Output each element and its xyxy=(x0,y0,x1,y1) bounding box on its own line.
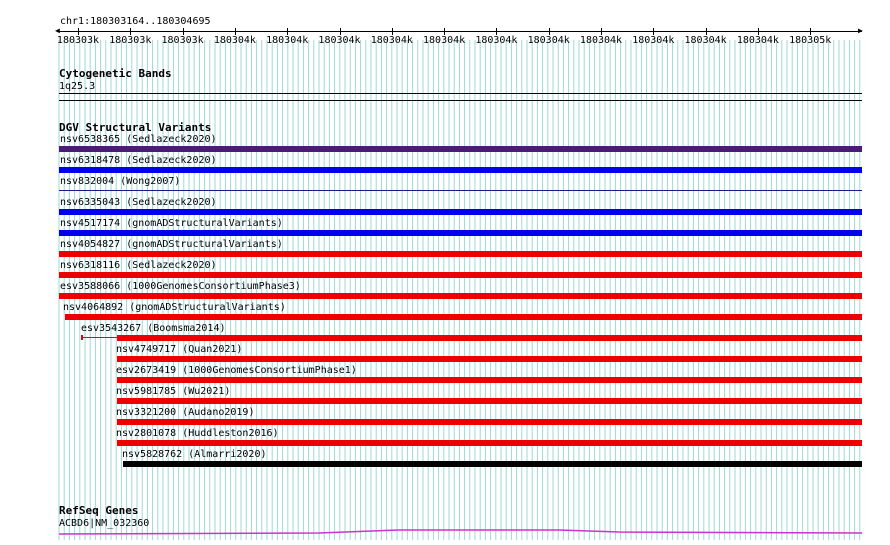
variant-bar[interactable] xyxy=(117,335,862,341)
ruler-tick-label: 180304k xyxy=(213,35,256,46)
variant-bar[interactable] xyxy=(123,461,862,467)
ruler-tick xyxy=(340,28,341,35)
variant-bar[interactable] xyxy=(59,146,862,152)
variant-label[interactable]: nsv6335043 (Sedlazeck2020) xyxy=(60,197,217,208)
ruler-tick-label: 180304k xyxy=(684,35,727,46)
variant-label[interactable]: nsv4064892 (gnomADStructuralVariants) xyxy=(63,302,286,313)
ruler-tick xyxy=(601,28,602,35)
ruler-tick-label: 180304k xyxy=(423,35,466,46)
ruler-tick xyxy=(496,28,497,35)
variant-bar[interactable] xyxy=(117,440,862,446)
ruler-tick-label: 180304k xyxy=(527,35,570,46)
ruler-line xyxy=(59,31,862,32)
variant-label[interactable]: nsv4517174 (gnomADStructuralVariants) xyxy=(60,218,283,229)
cytoband-track-title[interactable]: Cytogenetic Bands xyxy=(59,67,172,80)
cytoband-bar-bottom xyxy=(59,100,862,101)
ruler-tick-label: 180304k xyxy=(632,35,675,46)
ruler-tick xyxy=(758,28,759,35)
variant-block[interactable] xyxy=(81,335,83,340)
ruler-tick-label: 180304k xyxy=(266,35,309,46)
variant-label[interactable]: esv3588066 (1000GenomesConsortiumPhase3) xyxy=(60,281,301,292)
cytoband-label[interactable]: 1q25.3 xyxy=(59,81,96,92)
ruler-tick-label: 180304k xyxy=(370,35,413,46)
variant-label[interactable]: nsv4749717 (Quan2021) xyxy=(116,344,243,355)
variant-bar[interactable] xyxy=(59,167,862,173)
variant-bar[interactable] xyxy=(117,419,862,425)
refseq-gene-feature[interactable] xyxy=(59,527,862,537)
variant-label[interactable]: nsv6318116 (Sedlazeck2020) xyxy=(60,260,217,271)
variant-label[interactable]: nsv5828762 (Almarri2020) xyxy=(122,449,267,460)
variant-label[interactable]: nsv832004 (Wong2007) xyxy=(60,176,181,187)
variant-bar[interactable] xyxy=(59,230,862,236)
variant-bar[interactable] xyxy=(59,272,862,278)
variant-bar[interactable] xyxy=(59,293,862,299)
ruler-left-arrow-icon: ◀ xyxy=(55,26,60,35)
ruler-tick xyxy=(130,28,131,35)
variant-bar[interactable] xyxy=(59,190,862,191)
ruler-tick xyxy=(706,28,707,35)
variant-bar[interactable] xyxy=(117,377,862,383)
ruler-tick-label: 180303k xyxy=(56,35,100,46)
variant-label[interactable]: nsv6318478 (Sedlazeck2020) xyxy=(60,155,217,166)
ruler-tick-label: 180303k xyxy=(109,35,152,46)
variant-bar[interactable] xyxy=(117,356,862,362)
ruler-tick xyxy=(653,28,654,35)
ruler-tick xyxy=(549,28,550,35)
ruler-tick xyxy=(78,28,79,35)
ruler-right-arrow-icon: ▶ xyxy=(858,26,863,35)
variant-label[interactable]: nsv5981785 (Wu2021) xyxy=(116,386,231,397)
variant-label[interactable]: esv2673419 (1000GenomesConsortiumPhase1) xyxy=(116,365,357,376)
variant-label[interactable]: nsv2801078 (Huddleston2016) xyxy=(116,428,279,439)
refseq-gene-label[interactable]: ACBD6|NM_032360 xyxy=(59,518,150,529)
ruler-tick-label: 180304k xyxy=(579,35,623,46)
variant-bar[interactable] xyxy=(59,209,862,215)
ruler-tick-label: 180303k xyxy=(161,35,204,46)
refseq-gene-line xyxy=(59,530,862,534)
variant-intron-line[interactable] xyxy=(81,337,117,338)
refseq-track-title[interactable]: RefSeq Genes xyxy=(59,504,139,517)
ruler-tick-label: 180305k xyxy=(789,35,832,46)
ruler-tick xyxy=(444,28,445,35)
ruler-tick-label: 180304k xyxy=(475,35,518,46)
ruler-tick-label: 180304k xyxy=(318,35,361,46)
ruler-tick xyxy=(235,28,236,35)
position-label: chr1:180303164..180304695 xyxy=(60,16,211,27)
ruler-tick xyxy=(287,28,288,35)
ruler-tick xyxy=(392,28,393,35)
variant-label[interactable]: nsv3321200 (Audano2019) xyxy=(116,407,255,418)
cytoband-bar-top xyxy=(59,93,862,94)
variant-bar[interactable] xyxy=(59,251,862,257)
ruler-tick xyxy=(810,28,811,35)
variant-bar[interactable] xyxy=(65,314,862,320)
variant-bar[interactable] xyxy=(117,398,862,404)
dgv-track-title[interactable]: DGV Structural Variants xyxy=(59,121,212,134)
ruler-tick xyxy=(183,28,184,35)
variant-label[interactable]: esv3543267 (Boomsma2014) xyxy=(81,323,226,334)
variant-label[interactable]: nsv4054827 (gnomADStructuralVariants) xyxy=(60,239,283,250)
ruler-tick-label: 180304k xyxy=(736,35,779,46)
variant-label[interactable]: nsv6538365 (Sedlazeck2020) xyxy=(60,134,217,145)
